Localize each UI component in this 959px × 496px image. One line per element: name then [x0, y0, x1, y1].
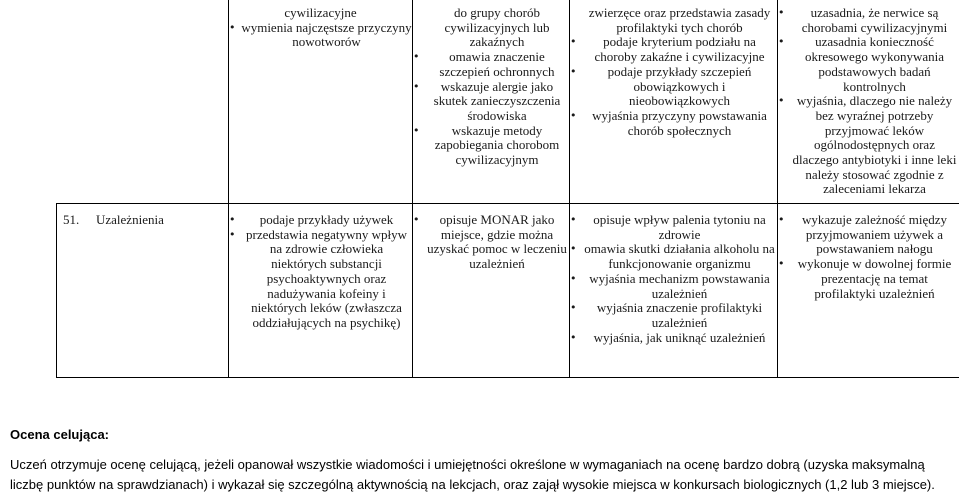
- list-item: • wyjaśnia znaczenie profilaktyki uzależnień: [570, 301, 777, 330]
- list-item: • opisuje wpływ palenia tytoniu na zdrowie: [570, 213, 777, 242]
- list-item: • przedstawia negatywny wpływ na zdrowie człowieka niektórych substancji psychoaktywnych oraz nadużywania kofeiny i niektórych leków (zwłaszcza oddziałujących na psychikę): [229, 228, 412, 331]
- list-item: • podaje kryterium podziału na choroby zakaźne i cywilizacyjne: [570, 35, 777, 64]
- list-item: • wykazuje zależność między przyjmowaniem używek a powstawaniem nałogu: [778, 213, 959, 257]
- list-item: • omawia znaczenie szczepień ochronnych: [413, 50, 569, 79]
- list-item: • omawia skutki działania alkoholu na funkcjonowanie organizmu: [570, 242, 777, 271]
- list-item: • podaje przykłady szczepień obowiązkowych i nieobowiązkowych: [570, 65, 777, 109]
- list-item: do grupy chorób cywilizacyjnych lub zakaźnych: [444, 5, 550, 50]
- requirements-cell: [413, 213, 569, 272]
- list-item: • uzasadnia, że nerwice są chorobami cywilizacyjnymi: [778, 6, 959, 35]
- list-item: • wyjaśnia, dlaczego nie należy bez wyraźnej potrzeby przyjmować leków ogólnodostępnych oraz dlaczego antybiotyki i inne leki należy stosować zgodnie z zaleceniami lekarza: [778, 94, 959, 197]
- list-item: • wymienia najczęstsze przyczyny nowotworów: [229, 21, 412, 50]
- row-number: 51.: [63, 212, 80, 227]
- topic-title: Uzależnienia: [96, 212, 164, 227]
- list-item: cywilizacyjne: [284, 5, 357, 20]
- list-item: • wyjaśnia przyczyny powstawania chorób społecznych: [570, 109, 777, 138]
- requirements-cell: [229, 213, 412, 331]
- grade-heading: Ocena celująca:: [10, 427, 109, 442]
- list-item: • wskazuje alergie jako skutek zanieczyszczenia środowiska: [413, 80, 569, 124]
- list-item: zwierzęce oraz przedstawia zasady profilaktyki tych chorób: [588, 5, 771, 35]
- list-item: • wyjaśnia mechanizm powstawania uzależnień: [570, 272, 777, 301]
- table-border: [56, 203, 959, 204]
- requirements-cell: [570, 6, 777, 138]
- list-item: • wskazuje metody zapobiegania chorobom cywilizacyjnym: [413, 124, 569, 168]
- requirements-cell: [778, 213, 959, 301]
- grade-description-line: Uczeń otrzymuje ocenę celującą, jeżeli opanował wszystkie wiadomości i umiejętności określone w wymaganiach na ocenę bardzo dobrą (uzyska maksymalną: [10, 457, 925, 472]
- grade-description-line: liczbę punktów na sprawdzianach) i wykazał się szczególną aktywnością na lekcjach, oraz zajął wysokie miejsca w konkursach biologicznych (1,2 lub 3 miejsce).: [10, 477, 935, 492]
- list-item: • wyjaśnia, jak uniknąć uzależnień: [570, 331, 777, 346]
- list-item: • opisuje MONAR jako miejsce, gdzie można uzyskać pomoc w leczeniu uzależnień: [413, 213, 569, 272]
- list-item: • podaje przykłady używek: [229, 213, 412, 228]
- table-border: [56, 377, 959, 378]
- requirements-cell: [778, 6, 959, 197]
- requirements-cell: [229, 6, 412, 50]
- requirements-cell: [413, 6, 569, 168]
- requirements-cell: [570, 213, 777, 345]
- list-item: • wykonuje w dowolnej formie prezentację na temat profilaktyki uzależnień: [778, 257, 959, 301]
- table-border: [56, 203, 57, 378]
- list-item: • uzasadnia konieczność okresowego wykonywania podstawowych badań kontrolnych: [778, 35, 959, 94]
